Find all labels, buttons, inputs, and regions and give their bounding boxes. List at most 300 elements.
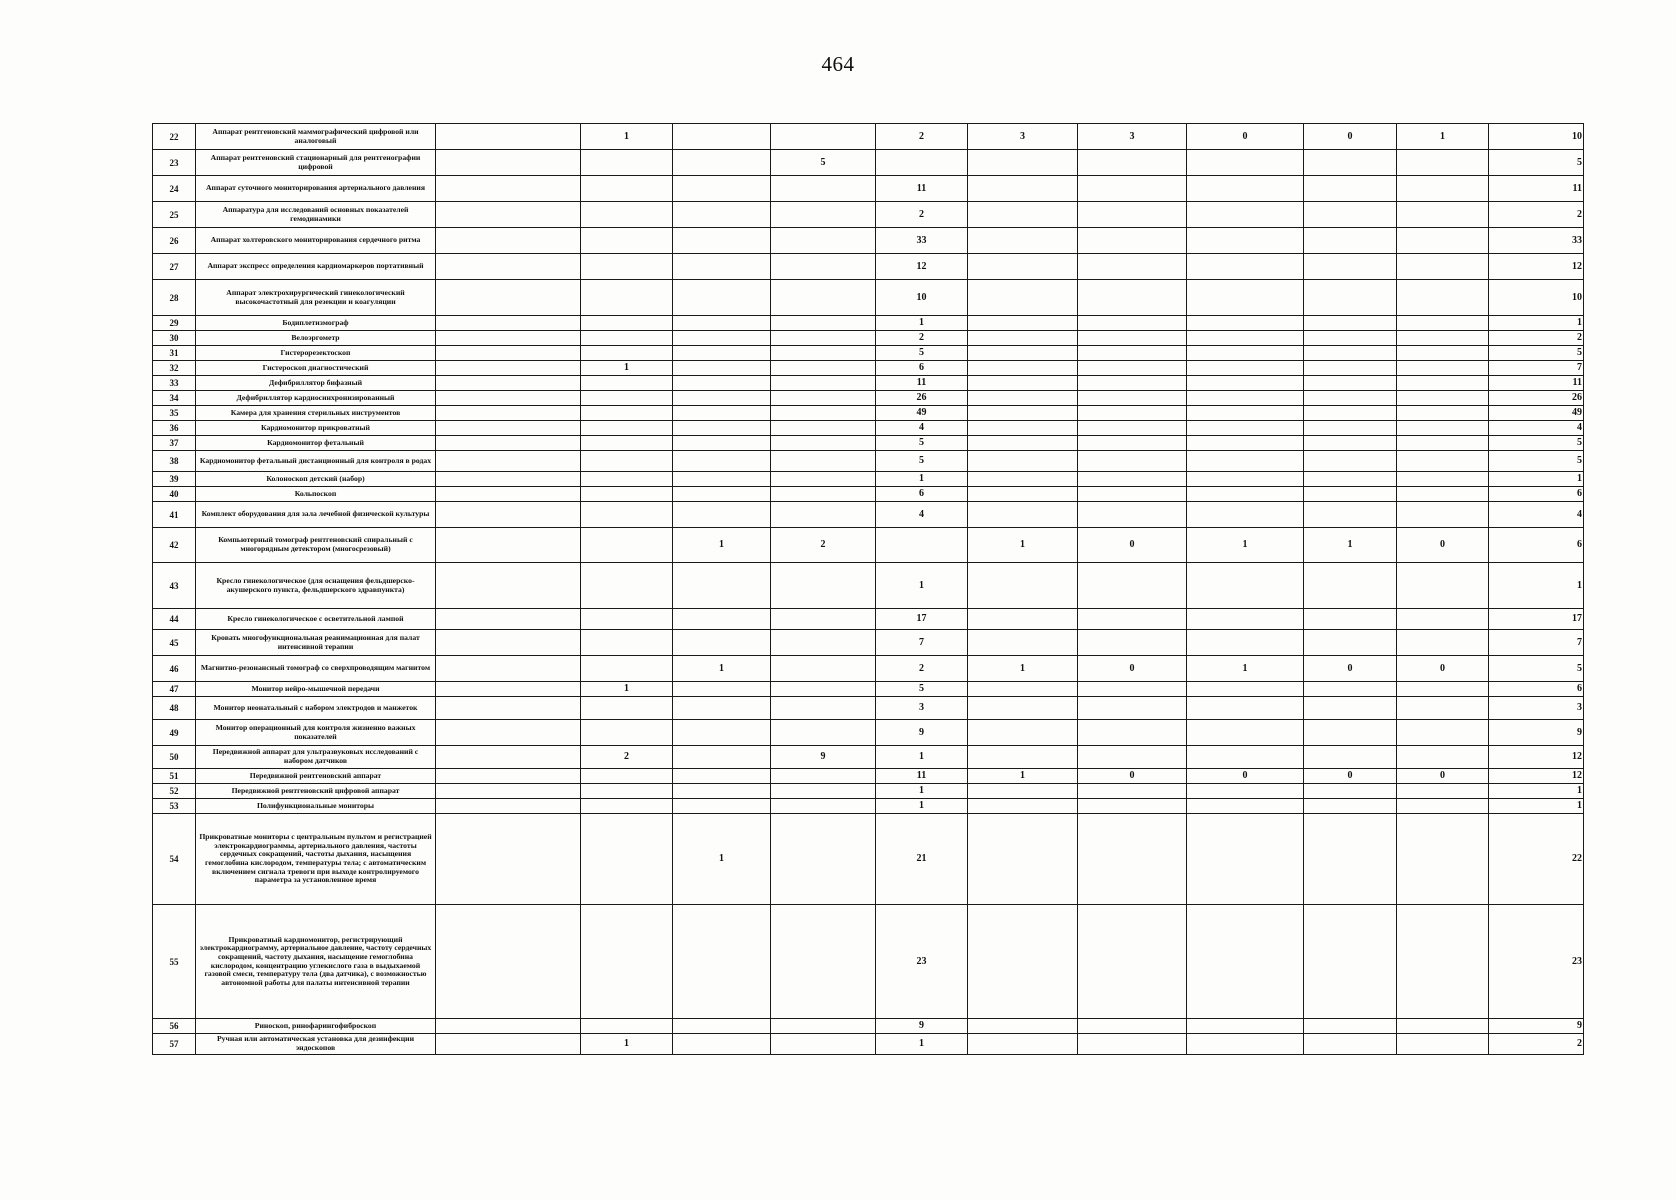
total-cell: 3 (1489, 697, 1584, 720)
row-number-cell: 32 (153, 361, 196, 376)
quantity-cell (436, 784, 581, 799)
quantity-cell (1187, 254, 1304, 280)
quantity-cell (1187, 228, 1304, 254)
quantity-cell (1397, 799, 1489, 814)
quantity-cell (581, 814, 673, 905)
quantity-cell: 0 (1304, 656, 1397, 682)
table-row (153, 746, 1584, 769)
quantity-cell (581, 487, 673, 502)
equipment-name-cell: Бодиплетизмограф (196, 316, 436, 331)
row-number-cell: 47 (153, 682, 196, 697)
quantity-cell (771, 254, 876, 280)
quantity-cell (771, 202, 876, 228)
quantity-cell (673, 254, 771, 280)
total-cell: 12 (1489, 769, 1584, 784)
quantity-cell (968, 202, 1078, 228)
quantity-cell (1397, 905, 1489, 1019)
quantity-cell (436, 202, 581, 228)
quantity-cell: 1 (876, 746, 968, 769)
quantity-cell (1187, 905, 1304, 1019)
quantity-cell (1397, 280, 1489, 316)
quantity-cell (1187, 391, 1304, 406)
quantity-cell (436, 769, 581, 784)
quantity-cell (771, 176, 876, 202)
quantity-cell (581, 609, 673, 630)
quantity-cell (436, 421, 581, 436)
quantity-cell (1397, 391, 1489, 406)
quantity-cell (771, 487, 876, 502)
quantity-cell (968, 361, 1078, 376)
quantity-cell (1397, 346, 1489, 361)
quantity-cell (673, 150, 771, 176)
row-number-cell: 54 (153, 814, 196, 905)
table-row (153, 124, 1584, 150)
quantity-cell: 4 (876, 421, 968, 436)
quantity-cell (968, 1019, 1078, 1034)
quantity-cell: 49 (876, 406, 968, 421)
quantity-cell (771, 502, 876, 528)
quantity-cell (1187, 502, 1304, 528)
table-row (153, 799, 1584, 814)
quantity-cell (771, 436, 876, 451)
table-row (153, 563, 1584, 609)
table-row (153, 451, 1584, 472)
quantity-cell: 0 (1397, 769, 1489, 784)
quantity-cell: 1 (581, 361, 673, 376)
quantity-cell (1397, 814, 1489, 905)
quantity-cell (581, 656, 673, 682)
quantity-cell (436, 150, 581, 176)
quantity-cell (968, 150, 1078, 176)
table-row (153, 280, 1584, 316)
quantity-cell (1078, 376, 1187, 391)
quantity-cell (436, 1019, 581, 1034)
quantity-cell: 1 (581, 1034, 673, 1055)
quantity-cell (1187, 176, 1304, 202)
quantity-cell: 0 (1187, 124, 1304, 150)
quantity-cell (1187, 451, 1304, 472)
quantity-cell (1078, 502, 1187, 528)
total-cell: 11 (1489, 176, 1584, 202)
quantity-cell (1187, 331, 1304, 346)
quantity-cell (1187, 814, 1304, 905)
quantity-cell (1187, 630, 1304, 656)
quantity-cell (1187, 682, 1304, 697)
row-number-cell: 50 (153, 746, 196, 769)
quantity-cell (673, 376, 771, 391)
quantity-cell (1397, 563, 1489, 609)
quantity-cell (581, 697, 673, 720)
quantity-cell (436, 905, 581, 1019)
equipment-name-cell: Передвижной рентгеновский цифровой аппарат (196, 784, 436, 799)
quantity-cell (771, 814, 876, 905)
quantity-cell: 5 (771, 150, 876, 176)
quantity-cell (968, 746, 1078, 769)
total-cell: 7 (1489, 630, 1584, 656)
row-number-cell: 52 (153, 784, 196, 799)
quantity-cell (771, 769, 876, 784)
quantity-cell (968, 630, 1078, 656)
quantity-cell (673, 720, 771, 746)
quantity-cell (968, 682, 1078, 697)
equipment-name-cell: Риноскоп, ринофарингофиброскоп (196, 1019, 436, 1034)
row-number-cell: 39 (153, 472, 196, 487)
quantity-cell (673, 1019, 771, 1034)
quantity-cell (436, 746, 581, 769)
total-cell: 5 (1489, 656, 1584, 682)
quantity-cell (1187, 1019, 1304, 1034)
quantity-cell (1397, 254, 1489, 280)
equipment-name-cell: Кресло гинекологическое с осветительной лампой (196, 609, 436, 630)
total-cell: 12 (1489, 746, 1584, 769)
total-cell: 2 (1489, 1034, 1584, 1055)
quantity-cell (673, 280, 771, 316)
quantity-cell (1397, 228, 1489, 254)
row-number-cell: 43 (153, 563, 196, 609)
quantity-cell: 1 (1187, 656, 1304, 682)
quantity-cell (436, 436, 581, 451)
total-cell: 4 (1489, 502, 1584, 528)
quantity-cell: 1 (673, 656, 771, 682)
quantity-cell (1304, 502, 1397, 528)
quantity-cell: 33 (876, 228, 968, 254)
quantity-cell (771, 406, 876, 421)
quantity-cell (436, 609, 581, 630)
total-cell: 49 (1489, 406, 1584, 421)
quantity-cell (436, 316, 581, 331)
table-row (153, 769, 1584, 784)
quantity-cell (1304, 814, 1397, 905)
quantity-cell (581, 254, 673, 280)
table-row (153, 697, 1584, 720)
row-number-cell: 56 (153, 1019, 196, 1034)
quantity-cell (436, 331, 581, 346)
quantity-cell (1078, 202, 1187, 228)
quantity-cell (436, 346, 581, 361)
quantity-cell (1187, 421, 1304, 436)
quantity-cell (771, 316, 876, 331)
quantity-cell (1304, 563, 1397, 609)
total-cell: 1 (1489, 784, 1584, 799)
quantity-cell (673, 746, 771, 769)
quantity-cell (1397, 682, 1489, 697)
quantity-cell (1397, 609, 1489, 630)
quantity-cell (968, 280, 1078, 316)
quantity-cell (1397, 406, 1489, 421)
quantity-cell (968, 563, 1078, 609)
quantity-cell (1187, 746, 1304, 769)
total-cell: 1 (1489, 799, 1584, 814)
quantity-cell (673, 1034, 771, 1055)
quantity-cell (1397, 472, 1489, 487)
quantity-cell (673, 331, 771, 346)
quantity-cell: 6 (876, 487, 968, 502)
quantity-cell (771, 1019, 876, 1034)
quantity-cell (1078, 487, 1187, 502)
quantity-cell (436, 376, 581, 391)
quantity-cell (1078, 436, 1187, 451)
quantity-cell (1078, 682, 1187, 697)
quantity-cell (1078, 563, 1187, 609)
total-cell: 1 (1489, 563, 1584, 609)
quantity-cell (1397, 1034, 1489, 1055)
table-row (153, 905, 1584, 1019)
quantity-cell (968, 316, 1078, 331)
quantity-cell (436, 391, 581, 406)
total-cell: 11 (1489, 376, 1584, 391)
total-cell: 5 (1489, 436, 1584, 451)
quantity-cell: 0 (1397, 656, 1489, 682)
row-number-cell: 44 (153, 609, 196, 630)
quantity-cell (673, 228, 771, 254)
quantity-cell (1397, 720, 1489, 746)
quantity-cell (876, 528, 968, 563)
table-row (153, 502, 1584, 528)
total-cell: 2 (1489, 331, 1584, 346)
equipment-name-cell: Монитор нейро-мышечной передачи (196, 682, 436, 697)
quantity-cell (771, 609, 876, 630)
quantity-cell (771, 563, 876, 609)
row-number-cell: 38 (153, 451, 196, 472)
row-number-cell: 25 (153, 202, 196, 228)
equipment-name-cell: Аппарат рентгеновский маммографический цифровой или аналоговый (196, 124, 436, 150)
row-number-cell: 40 (153, 487, 196, 502)
quantity-cell (1078, 1019, 1187, 1034)
quantity-cell (968, 254, 1078, 280)
quantity-cell: 7 (876, 630, 968, 656)
quantity-cell: 9 (876, 720, 968, 746)
equipment-name-cell: Монитор неонатальный с набором электродов и манжеток (196, 697, 436, 720)
quantity-cell (968, 905, 1078, 1019)
quantity-cell (673, 346, 771, 361)
total-cell: 6 (1489, 487, 1584, 502)
quantity-cell (1078, 905, 1187, 1019)
equipment-name-cell: Ручная или автоматическая установка для дезинфекции эндоскопов (196, 1034, 436, 1055)
quantity-cell (1304, 346, 1397, 361)
total-cell: 7 (1489, 361, 1584, 376)
quantity-cell (1304, 905, 1397, 1019)
quantity-cell (1187, 487, 1304, 502)
quantity-cell (436, 697, 581, 720)
quantity-cell: 26 (876, 391, 968, 406)
equipment-name-cell: Кровать многофункциональная реанимационная для палат интенсивной терапии (196, 630, 436, 656)
equipment-name-cell: Аппарат электрохирургический гинекологический высокочастотный для резекции и коагуляции (196, 280, 436, 316)
quantity-cell (673, 682, 771, 697)
quantity-cell (1078, 254, 1187, 280)
row-number-cell: 51 (153, 769, 196, 784)
quantity-cell (1187, 436, 1304, 451)
equipment-name-cell: Аппаратура для исследований основных показателей гемодинамики (196, 202, 436, 228)
quantity-cell (1304, 630, 1397, 656)
quantity-cell (1397, 1019, 1489, 1034)
quantity-cell (876, 150, 968, 176)
quantity-cell (1187, 316, 1304, 331)
quantity-cell (1304, 421, 1397, 436)
quantity-cell (1304, 1019, 1397, 1034)
quantity-cell: 5 (876, 451, 968, 472)
quantity-cell: 1 (876, 799, 968, 814)
quantity-cell (581, 784, 673, 799)
quantity-cell (771, 630, 876, 656)
quantity-cell (1304, 228, 1397, 254)
quantity-cell (436, 472, 581, 487)
quantity-cell (1187, 720, 1304, 746)
quantity-cell (436, 406, 581, 421)
quantity-cell (968, 176, 1078, 202)
quantity-cell (1397, 150, 1489, 176)
total-cell: 9 (1489, 1019, 1584, 1034)
quantity-cell: 0 (1187, 769, 1304, 784)
quantity-cell (1304, 451, 1397, 472)
table-row (153, 682, 1584, 697)
quantity-cell (436, 280, 581, 316)
equipment-name-cell: Дефибриллятор кардиосинхронизированный (196, 391, 436, 406)
quantity-cell (673, 905, 771, 1019)
quantity-cell (581, 280, 673, 316)
table-row (153, 630, 1584, 656)
quantity-cell (1078, 150, 1187, 176)
quantity-cell (1078, 421, 1187, 436)
quantity-cell (436, 656, 581, 682)
quantity-cell: 1 (876, 472, 968, 487)
equipment-name-cell: Полифункциональные мониторы (196, 799, 436, 814)
quantity-cell (1187, 609, 1304, 630)
quantity-cell (1078, 814, 1187, 905)
quantity-cell (581, 150, 673, 176)
equipment-name-cell: Кресло гинекологическое (для оснащения фельдшерско-акушерского пункта, фельдшерского здравпункта) (196, 563, 436, 609)
quantity-cell (1304, 316, 1397, 331)
quantity-cell (1078, 784, 1187, 799)
quantity-cell (581, 472, 673, 487)
equipment-name-cell: Кардиомонитор фетальный (196, 436, 436, 451)
quantity-cell (581, 331, 673, 346)
quantity-cell (1304, 331, 1397, 346)
row-number-cell: 36 (153, 421, 196, 436)
quantity-cell (968, 502, 1078, 528)
total-cell: 10 (1489, 124, 1584, 150)
quantity-cell: 3 (1078, 124, 1187, 150)
quantity-cell (968, 487, 1078, 502)
quantity-cell (968, 421, 1078, 436)
quantity-cell (771, 421, 876, 436)
quantity-cell: 23 (876, 905, 968, 1019)
row-number-cell: 34 (153, 391, 196, 406)
quantity-cell (581, 391, 673, 406)
quantity-cell: 0 (1304, 124, 1397, 150)
quantity-cell (436, 451, 581, 472)
quantity-cell (436, 254, 581, 280)
table-row (153, 656, 1584, 682)
quantity-cell (1304, 609, 1397, 630)
quantity-cell (1078, 316, 1187, 331)
quantity-cell (581, 528, 673, 563)
quantity-cell: 2 (581, 746, 673, 769)
quantity-cell: 3 (968, 124, 1078, 150)
quantity-cell (436, 720, 581, 746)
row-number-cell: 45 (153, 630, 196, 656)
quantity-cell: 10 (876, 280, 968, 316)
quantity-cell (1397, 436, 1489, 451)
total-cell: 1 (1489, 316, 1584, 331)
quantity-cell (1397, 376, 1489, 391)
quantity-cell: 1 (876, 316, 968, 331)
quantity-cell (1078, 280, 1187, 316)
equipment-name-cell: Гистероскоп диагностический (196, 361, 436, 376)
quantity-cell (1397, 746, 1489, 769)
quantity-cell: 9 (771, 746, 876, 769)
quantity-cell (581, 376, 673, 391)
quantity-cell (1078, 228, 1187, 254)
total-cell: 23 (1489, 905, 1584, 1019)
quantity-cell (1187, 472, 1304, 487)
table-row (153, 421, 1584, 436)
quantity-cell (1304, 361, 1397, 376)
row-number-cell: 55 (153, 905, 196, 1019)
quantity-cell (1397, 502, 1489, 528)
quantity-cell (968, 376, 1078, 391)
quantity-cell (968, 697, 1078, 720)
quantity-cell (1304, 720, 1397, 746)
quantity-cell (581, 228, 673, 254)
page-number: 464 (821, 52, 855, 76)
quantity-cell (673, 502, 771, 528)
quantity-cell: 21 (876, 814, 968, 905)
quantity-cell: 6 (876, 361, 968, 376)
quantity-cell (771, 720, 876, 746)
quantity-cell (436, 228, 581, 254)
quantity-cell: 0 (1078, 656, 1187, 682)
equipment-name-cell: Передвижной рентгеновский аппарат (196, 769, 436, 784)
quantity-cell (1397, 697, 1489, 720)
quantity-cell: 11 (876, 376, 968, 391)
quantity-cell (1304, 202, 1397, 228)
quantity-cell (673, 630, 771, 656)
quantity-cell (771, 331, 876, 346)
quantity-cell (968, 391, 1078, 406)
quantity-cell (581, 502, 673, 528)
table-row (153, 720, 1584, 746)
quantity-cell (436, 528, 581, 563)
quantity-cell (1304, 150, 1397, 176)
total-cell: 17 (1489, 609, 1584, 630)
quantity-cell (1078, 406, 1187, 421)
quantity-cell (436, 630, 581, 656)
quantity-cell (771, 799, 876, 814)
total-cell: 5 (1489, 150, 1584, 176)
quantity-cell (1078, 746, 1187, 769)
quantity-cell (1304, 406, 1397, 421)
quantity-cell (1304, 280, 1397, 316)
quantity-cell (1304, 391, 1397, 406)
table-row (153, 376, 1584, 391)
table-row (153, 150, 1584, 176)
quantity-cell (968, 609, 1078, 630)
row-number-cell: 41 (153, 502, 196, 528)
quantity-cell (581, 421, 673, 436)
total-cell: 10 (1489, 280, 1584, 316)
quantity-cell: 9 (876, 1019, 968, 1034)
quantity-cell (436, 799, 581, 814)
table-row (153, 1019, 1584, 1034)
quantity-cell (1187, 697, 1304, 720)
quantity-cell (1187, 376, 1304, 391)
quantity-cell (1397, 202, 1489, 228)
quantity-cell (581, 630, 673, 656)
quantity-cell (1187, 799, 1304, 814)
quantity-cell (1397, 630, 1489, 656)
quantity-cell (581, 176, 673, 202)
row-number-cell: 48 (153, 697, 196, 720)
